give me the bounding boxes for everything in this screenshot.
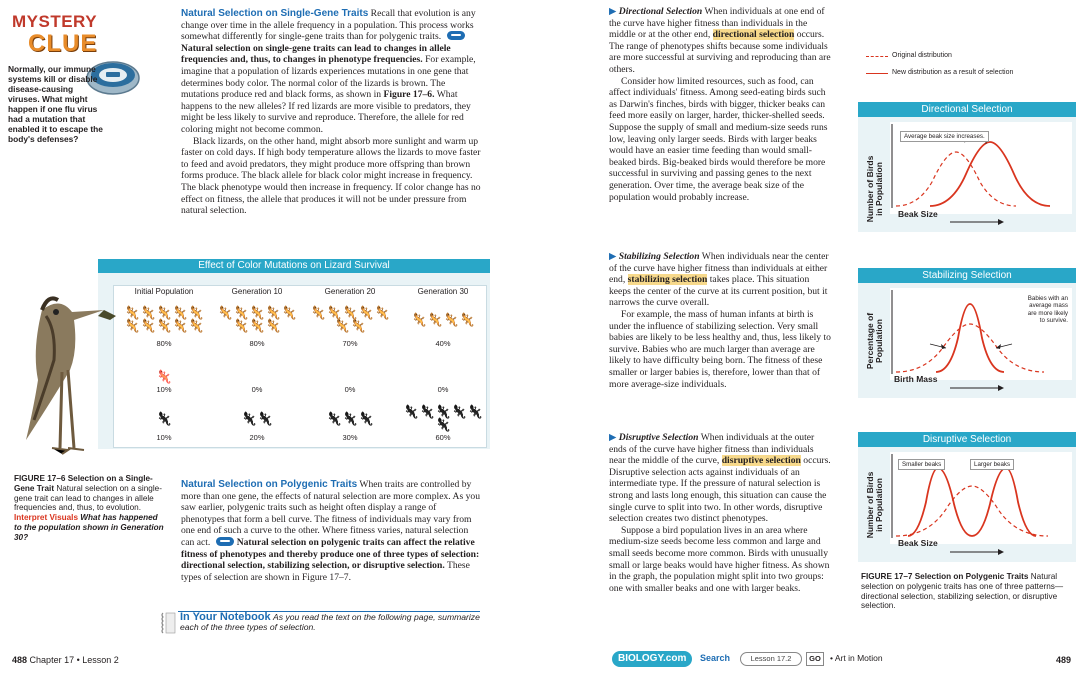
legend-original-swatch — [866, 56, 888, 57]
paragraph-text: occurs. Disruptive selection acts against individuals of an intermediate type. If the pressure of natural selection is strong and lasts long enough, this situation can cause the single curve to split into two. In other words, disruptive selection creates two distinct phenotypes. — [609, 455, 831, 525]
y-axis-label: Number of Birds in Population — [865, 155, 884, 223]
lizard-icon: 🦎 — [124, 306, 141, 321]
stabilizing-note: Babies with an average mass are more likely to survive. — [1027, 295, 1068, 325]
lizard-icon: 🦎 — [156, 411, 173, 427]
paragraph-text: When individuals at one end of the curve have higher fitness than individuals in the middle or at the other end, — [609, 6, 825, 41]
lizard-icon: 🦎 — [310, 306, 327, 321]
lizard-icon: 🦎 — [326, 306, 343, 321]
notebook-box — [160, 609, 482, 637]
paragraph-text: Consider how limited resources, such as food, can affect individuals' fitness. Among seed-eating birds such as Darwin's finches, birds with bigger, thicker beaks can feed more easily on larger, harder, thicker-shelled seeds. Suppose the supply of small and medium-size seeds runs low, leaving only larger seeds. Birds with larger beaks would have an easier time feeding than would small-beaked birds. Big-beaked birds would therefore be more successful in surviving and passing genes to the next generation. Over time, the average beak size of the population would probably increase. — [609, 75, 828, 203]
search-label: Search — [700, 653, 731, 663]
roadrunner-image — [12, 290, 122, 470]
figure-label: FIGURE 17–6 — [14, 474, 66, 483]
x-axis-label: Beak Size — [898, 538, 938, 548]
paragraph-text: Suppose a bird population lives in an area where medium-size seeds become less common and large and small seeds become more common. Birds with unusually small or large beaks would have higher fitness. As shown in the graph, the population might split into two groups: one with smaller beaks and one with larger beaks. — [609, 524, 830, 594]
mystery-title: MYSTERY — [12, 12, 98, 31]
lizard-percentage: 0% — [437, 385, 449, 394]
lizard-icon: 🦎 — [350, 319, 367, 334]
page-number: 488 — [12, 655, 28, 665]
disruptive-note-large: Larger beaks — [970, 459, 1014, 470]
lizard-icon: 🦎 — [233, 306, 250, 321]
art-in-motion-link[interactable]: • Art in Motion — [830, 653, 883, 663]
lizard-icon: 🦎 — [358, 306, 375, 321]
chapter-label: Chapter 17 • Lesson 2 — [29, 655, 119, 665]
lizard-icon: 🦎 — [342, 306, 359, 321]
lizard-percentage: 20% — [249, 433, 265, 442]
lizard-icon: 🦎 — [265, 319, 282, 334]
vocab-term: disruptive selection — [721, 455, 801, 467]
mystery-clue-box — [6, 6, 156, 206]
paragraph-text: Black lizards, on the other hand, might absorb more sunlight and warm up faster on cold days. If high body temperature allows the lizards to move faster to feed and avoid predators, they might produce more offspring than brown forms produce. The black allele for black color might increase in frequency. The black phenotype would then increase in frequency. If color change has no effect on fitness, the allele that produces it will not be under pressure from natural selection. — [181, 135, 481, 217]
lizard-percentage: 0% — [251, 385, 263, 394]
figure-17-7-caption — [861, 572, 1073, 611]
interpret-visuals-label: Interpret Visuals — [14, 513, 79, 523]
lizard-figure — [98, 259, 490, 449]
notebook-text: As you read the text on the following page, summarize each of the three types of selection. — [180, 612, 480, 632]
lizard-table-title: Effect of Color Mutations on Lizard Survival — [98, 259, 490, 273]
y-axis-label: Number of Birds in Population — [865, 471, 884, 539]
lizard-cell-brown — [399, 301, 487, 339]
stabilizing-heading: ▶ Stabilizing Selection — [609, 251, 700, 262]
lizard-column-header: Generation 20 — [324, 287, 376, 296]
notebook-icon — [160, 611, 176, 635]
key-concept-text: Natural selection on polygenic traits can affect the relative fitness of phenotypes and thereby produce one of three types of selection: directional selection, stabilizing selection, or disruptive selection. — [181, 536, 480, 572]
lizard-icon: 🦎 — [281, 306, 298, 321]
lizard-cell-black — [306, 405, 394, 433]
lizard-icon: 🦎 — [427, 312, 444, 328]
lizard-icon: 🦎 — [451, 405, 468, 420]
go-button[interactable]: GO — [806, 652, 824, 666]
lizard-icon: 🦎 — [233, 319, 250, 334]
paragraph-text: For example, imagine that a population of lizards experiences mutations in one gene that determines body color. The normal color of the lizards is brown. The mutations produce red and black forms, as shown in — [181, 54, 476, 101]
lizard-icon: 🦎 — [467, 405, 484, 420]
lizard-icon: 🦎 — [140, 306, 157, 321]
lizard-percentage: 80% — [249, 339, 265, 348]
lizard-icon: 🦎 — [411, 312, 428, 328]
key-concept-icon — [216, 537, 234, 546]
figure-text: Natural selection on a single-gene trait can lead to changes in allele frequencies and, thus, to evolution. — [14, 483, 162, 513]
disruptive-section — [609, 432, 831, 594]
figure-title: Selection on a Single-Gene Trait — [14, 474, 153, 493]
lizard-icon: 🦎 — [188, 306, 205, 321]
lizard-icon: 🦎 — [188, 319, 205, 334]
graph-title: Disruptive Selection — [858, 432, 1076, 447]
lizard-icon: 🦎 — [443, 312, 460, 328]
lizard-icon: 🦎 — [217, 306, 234, 321]
biology-com-logo[interactable]: BIOLOGY.com — [612, 651, 692, 667]
search-input[interactable]: Lesson 17.2 — [740, 652, 802, 666]
paragraph-text: When individuals at the outer ends of the curve have higher fitness than individuals near the middle of the curve, — [609, 432, 815, 467]
graph-title: Stabilizing Selection — [858, 268, 1076, 283]
stabilizing-section — [609, 251, 831, 390]
lizard-icon: 🦎 — [249, 319, 266, 334]
directional-note: Average beak size increases. — [900, 131, 989, 142]
page-number: 489 — [1056, 655, 1072, 665]
lizard-percentage: 10% — [156, 433, 172, 442]
notebook-title: In Your Notebook — [180, 611, 271, 623]
lizard-icon: 🦎 — [241, 411, 258, 427]
lizard-percentage: 10% — [156, 385, 172, 394]
disruptive-graph — [858, 432, 1076, 562]
legend-original-label: Original distribution — [892, 52, 952, 59]
vocab-term: directional selection — [712, 29, 795, 41]
lizard-icon: 🦎 — [249, 306, 266, 321]
lizard-icon: 🦎 — [342, 411, 359, 427]
disruptive-note-small: Smaller beaks — [898, 459, 945, 470]
paragraph-text: When traits are controlled by more than one gene, the effects of natural selection are more complex. As you saw earlier, polygenic traits such as height often display a range of phenotypes that form a bell curve. The fitness of individuals may vary from one end of such a curve to the other. Where fitness varies, natural selection can act. — [181, 479, 480, 548]
figure-text: Natural selection on polygenic traits has one of three patterns—directional selection, stabilizing selection, or disruptive selection. — [861, 572, 1064, 611]
lizard-percentage: 40% — [435, 339, 451, 348]
figure-label: FIGURE 17–7 — [861, 572, 913, 581]
lizard-icon: 🦎 — [156, 319, 173, 334]
lizard-icon: 🦎 — [257, 411, 274, 427]
lizard-icon: 🦎 — [334, 319, 351, 334]
lizard-icon: 🦎 — [358, 411, 375, 427]
graph-legend — [862, 50, 1077, 84]
lizard-cell-black — [399, 405, 487, 433]
figure-reference: Figure 17–6. — [383, 89, 435, 101]
legend-new-swatch — [866, 73, 888, 74]
lizard-icon: 🦎 — [140, 319, 157, 334]
lizard-column-header: Generation 30 — [417, 287, 469, 296]
vocab-term: stabilizing selection — [627, 274, 708, 286]
lizard-column-header: Generation 10 — [231, 287, 283, 296]
paragraph-text: These types of selection are shown in Figure 17–7. — [181, 560, 470, 583]
lizard-icon: 🦎 — [265, 306, 282, 321]
lizard-icon: 🦎 — [156, 369, 173, 385]
lizard-percentage: 30% — [342, 433, 358, 442]
y-axis-label: Percentage of Population — [865, 312, 884, 370]
lizard-icon: 🦎 — [435, 405, 452, 420]
graph-title: Directional Selection — [858, 102, 1076, 117]
paragraph-text: takes place. This situation keeps the center of the curve at its current position, but it narrows the curve overall. — [609, 274, 828, 309]
lizard-percentage: 80% — [156, 339, 172, 348]
paragraph-text: For example, the mass of human infants at birth is under the influence of stabilizing selection. Very small babies are likely to be less healthy and, thus, less likely to survive. Babies who are much larger than average are likely to have difficulty being born. The fitness of these smaller or larger babies is, therefore, lower than that of more average-size individuals. — [609, 308, 831, 390]
lizard-percentage: 70% — [342, 339, 358, 348]
single-gene-heading: Natural Selection on Single-Gene Traits — [181, 8, 369, 19]
lizard-percentage: 60% — [435, 433, 451, 442]
lizard-cell-brown — [120, 301, 208, 339]
disruptive-heading: ▶ Disruptive Selection — [609, 432, 699, 443]
lizard-icon: 🦎 — [459, 312, 476, 328]
directional-section — [609, 6, 831, 203]
lizard-icon: 🦎 — [172, 306, 189, 321]
polygenic-heading: Natural Selection on Polygenic Traits — [181, 479, 358, 490]
figure-17-6-caption — [14, 474, 164, 543]
biology-com-bar — [612, 651, 912, 669]
paragraph-text: occurs. The range of phenotypes shifts because some individuals are more successful at surviving and reproducing than are others. — [609, 29, 831, 75]
figure-question: What has happened to the population shown in Generation 30? — [14, 513, 164, 542]
polygenic-section — [181, 479, 481, 583]
mystery-text: Normally, our immune systems kill or disable disease-causing viruses. What might happen if one flu virus had a mutation that enabled it to escape the body's defenses? — [8, 64, 103, 144]
legend-new-label: New distribution as a result of selection — [892, 69, 1014, 76]
lizard-icon: 🦎 — [326, 411, 343, 427]
lizard-icon: 🦎 — [124, 319, 141, 334]
lizard-cell-black — [120, 405, 208, 433]
lizard-icon: 🦎 — [403, 405, 420, 420]
directional-graph — [858, 102, 1076, 232]
lizard-icon: 🦎 — [374, 306, 391, 321]
key-concept-icon — [447, 31, 465, 40]
clue-title: CLUE — [28, 30, 98, 57]
lizard-cell-brown — [213, 301, 301, 339]
x-axis-label: Birth Mass — [894, 374, 938, 384]
stabilizing-graph — [858, 268, 1076, 398]
paragraph-text: When individuals near the center of the curve have higher fitness than individuals at either end, — [609, 251, 829, 286]
lizard-column-header: Initial Population — [134, 287, 194, 296]
left-footer — [12, 655, 119, 665]
lizard-icon: 🦎 — [419, 405, 436, 420]
paragraph-text: Recall that evolution is any change over time in the allele frequency in a population. This process works somewhat differently for single-gene traits than for polygenic traits. — [181, 8, 476, 43]
figure-title: Selection on Polygenic Traits — [914, 572, 1029, 581]
lizard-icon: 🦎 — [172, 319, 189, 334]
lizard-icon: 🦎 — [435, 418, 452, 433]
paragraph-text: What happens to the new alleles? If red lizards are more visible to predators, they might be less likely to survive and reproduce. Therefore, the allele for red coloring might not become common. — [181, 89, 471, 135]
key-concept-text: Natural selection on single-gene traits can lead to changes in allele frequencies and, thus, to changes in phenotype frequencies. — [181, 42, 451, 66]
lizard-cell-brown — [306, 301, 394, 339]
lizard-percentage: 0% — [344, 385, 356, 394]
x-axis-label: Beak Size — [898, 209, 938, 219]
single-gene-section — [181, 8, 481, 217]
lizard-cell-black — [213, 405, 301, 433]
directional-heading: ▶ Directional Selection — [609, 6, 703, 17]
lizard-icon: 🦎 — [156, 306, 173, 321]
